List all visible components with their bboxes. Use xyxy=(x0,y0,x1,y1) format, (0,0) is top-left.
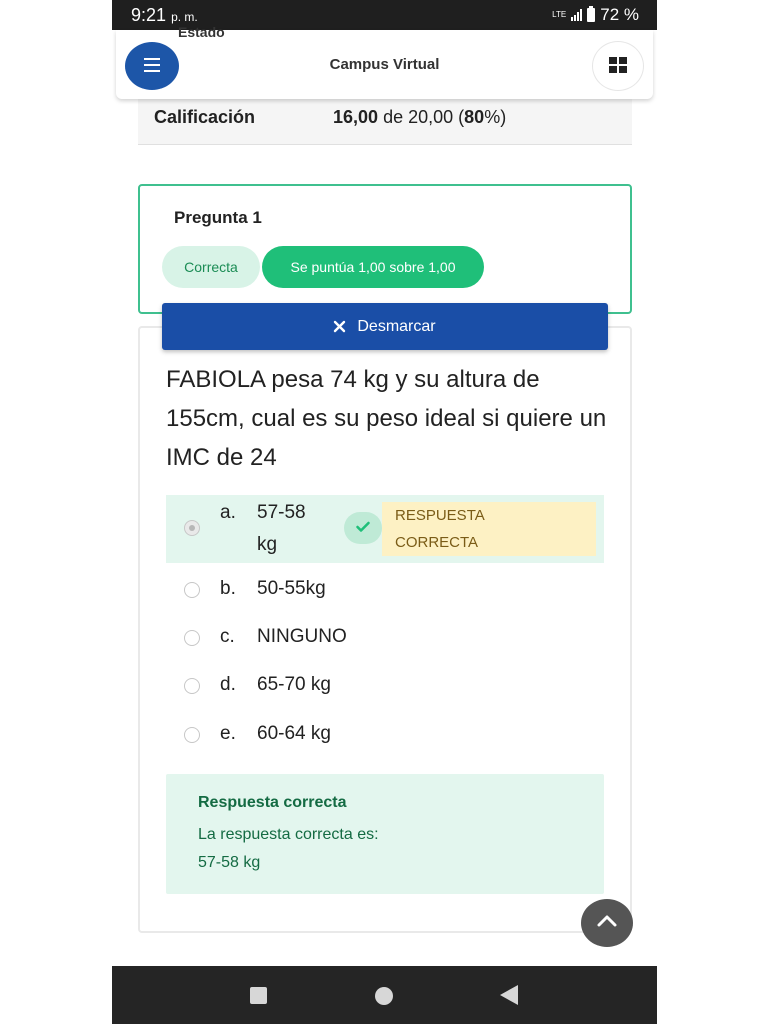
grade-percent-open: ( xyxy=(458,107,465,127)
network-type: LTE xyxy=(552,10,567,19)
scroll-to-top-button[interactable] xyxy=(581,899,633,947)
correct-answer-badge xyxy=(382,502,596,556)
feedback-line1: La respuesta correcta es: xyxy=(198,826,379,843)
page-content xyxy=(112,24,657,966)
status-time xyxy=(131,5,198,26)
score-badge: Se puntúa 1,00 sobre 1,00 xyxy=(262,246,484,288)
unflag-label: Desmarcar xyxy=(357,317,436,335)
signal-icon xyxy=(571,9,582,21)
answer-option-e[interactable] xyxy=(166,713,604,757)
battery-icon xyxy=(587,8,595,22)
hidden-section-label: Estado xyxy=(178,24,225,40)
grade-percent: 80 xyxy=(464,107,485,127)
status-indicators xyxy=(552,5,639,25)
close-icon xyxy=(334,321,345,332)
option-b-radio[interactable] xyxy=(184,582,200,598)
grade-score: 16,00 xyxy=(333,107,379,127)
grade-label: Calificación xyxy=(154,107,256,127)
grade-of: de 20,00 xyxy=(383,107,454,127)
option-e-text: 60-64 kg xyxy=(257,723,331,744)
answer-option-a[interactable] xyxy=(166,495,604,563)
grid-icon xyxy=(609,57,627,73)
feedback-box xyxy=(166,774,604,894)
correct-badge-line1: RESPUESTA xyxy=(395,507,485,524)
option-d-radio[interactable] xyxy=(184,678,200,694)
option-e-radio[interactable] xyxy=(184,727,200,743)
app-title: Campus Virtual xyxy=(329,56,440,73)
unflag-button[interactable] xyxy=(162,303,608,350)
chevron-up-icon xyxy=(597,914,617,928)
option-d-text: 65-70 kg xyxy=(257,674,331,695)
question-text: FABIOLA pesa 74 kg y su altura de 155cm, cual es su peso ideal si quiere un IMC de 24 xyxy=(166,366,607,471)
grade-value xyxy=(333,107,506,128)
option-a-letter: a. xyxy=(220,502,236,523)
phone-screen xyxy=(112,0,657,1024)
answer-option-c[interactable] xyxy=(166,616,604,660)
question-title: Pregunta 1 xyxy=(174,208,262,227)
option-a-radio[interactable] xyxy=(184,520,200,536)
option-a-text: 57-58 kg xyxy=(257,502,306,555)
option-e-letter: e. xyxy=(220,723,236,744)
option-c-letter: c. xyxy=(220,626,235,647)
battery-level: 72 % xyxy=(600,5,639,24)
grade-percent-close: %) xyxy=(484,107,507,127)
option-d-letter: d. xyxy=(220,674,236,695)
option-c-text: NINGUNO xyxy=(257,626,347,647)
recents-button[interactable] xyxy=(250,987,267,1004)
status-time-value: 9:21 xyxy=(131,5,167,25)
option-b-letter: b. xyxy=(220,578,236,599)
option-b-text: 50-55kg xyxy=(257,578,326,599)
correct-check xyxy=(344,512,382,544)
feedback-line2: 57-58 kg xyxy=(198,854,261,871)
answer-option-b[interactable] xyxy=(166,568,604,612)
app-header xyxy=(116,24,653,99)
answer-option-d[interactable] xyxy=(166,664,604,708)
question-info-box xyxy=(138,184,632,314)
home-button[interactable] xyxy=(375,987,393,1005)
apps-button[interactable] xyxy=(592,41,644,91)
feedback-title: Respuesta correcta xyxy=(198,794,347,811)
status-badge: Correcta xyxy=(162,246,260,288)
system-nav-bar xyxy=(112,966,657,1024)
correct-badge-line2: CORRECTA xyxy=(395,534,479,551)
check-icon xyxy=(356,521,370,533)
option-c-radio[interactable] xyxy=(184,630,200,646)
back-button[interactable] xyxy=(500,985,518,1005)
status-ampm: p. m. xyxy=(171,10,198,24)
